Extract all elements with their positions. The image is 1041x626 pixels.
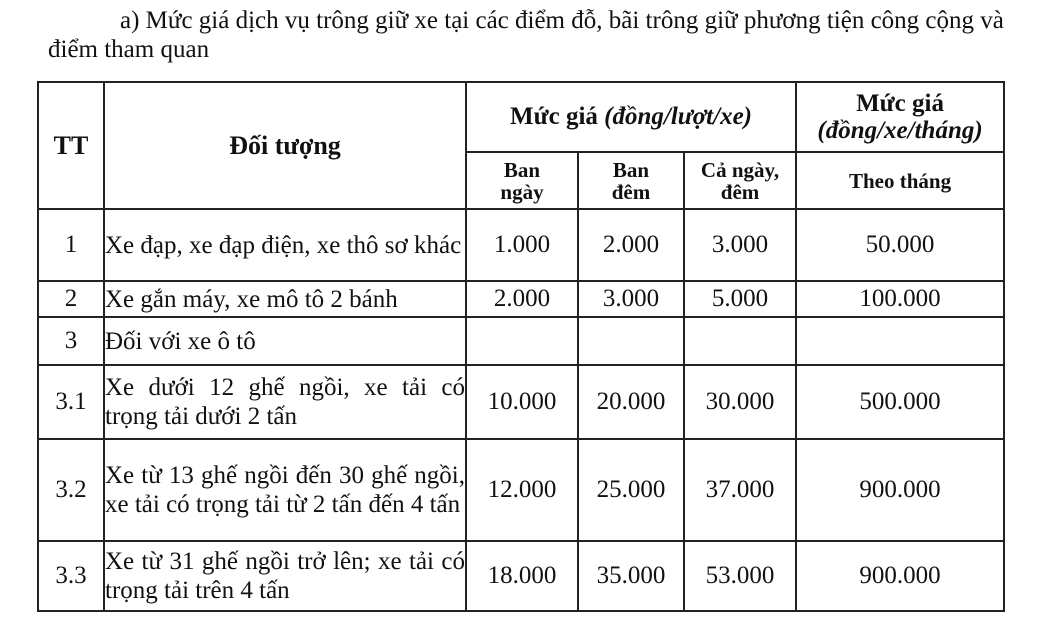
- header-ban-dem-line-1: Ban: [612, 157, 650, 182]
- cell-ban-ngay: [466, 317, 578, 365]
- cell-ban-ngay: 12.000: [466, 439, 578, 541]
- header-ban-ngay-line-2: ngày: [500, 179, 544, 204]
- cell-doi-tuong: Xe đạp, xe đạp điện, xe thô sơ khác: [104, 209, 466, 281]
- header-muc-gia-thang: [796, 82, 1004, 152]
- cell-ban-dem: [578, 317, 684, 365]
- cell-theo-thang: 500.000: [796, 365, 1004, 439]
- cell-ban-dem: 3.000: [578, 281, 684, 317]
- cell-doi-tuong: Đối với xe ô tô: [104, 317, 466, 365]
- cell-tt: 3: [38, 317, 104, 365]
- header-muc-gia-luot-unit: (đồng/lượt/xe): [604, 103, 752, 130]
- cell-theo-thang: 900.000: [796, 541, 1004, 611]
- cell-tt: 3.1: [38, 365, 104, 439]
- cell-ca-ngay-dem: 5.000: [684, 281, 796, 317]
- cell-doi-tuong: Xe từ 31 ghế ngồi trở lên; xe tải có trọng tải trên 4 tấn: [104, 541, 466, 611]
- cell-ban-dem: 2.000: [578, 209, 684, 281]
- header-muc-gia-thang-unit: (đồng/xe/tháng): [817, 117, 983, 144]
- cell-ca-ngay-dem: [684, 317, 796, 365]
- table-row: [38, 209, 1004, 281]
- header-ban-ngay: [466, 152, 578, 209]
- cell-ban-dem: 35.000: [578, 541, 684, 611]
- cell-tt: 3.2: [38, 439, 104, 541]
- price-table: [37, 81, 1005, 612]
- cell-theo-thang: 100.000: [796, 281, 1004, 317]
- cell-ban-ngay: 10.000: [466, 365, 578, 439]
- cell-ban-dem: 20.000: [578, 365, 684, 439]
- header-muc-gia-luot: [466, 82, 796, 152]
- table-row: [38, 317, 1004, 365]
- header-ca-ngay-line-2: đêm: [720, 179, 760, 204]
- cell-theo-thang: [796, 317, 1004, 365]
- cell-ban-ngay: 2.000: [466, 281, 578, 317]
- cell-theo-thang: 50.000: [796, 209, 1004, 281]
- cell-tt: 1: [38, 209, 104, 281]
- header-tt: TT: [38, 82, 104, 209]
- header-muc-gia-thang-label: Mức giá: [856, 90, 944, 117]
- header-ban-dem-line-2: đêm: [611, 179, 651, 204]
- cell-ban-ngay: 1.000: [466, 209, 578, 281]
- table-row: [38, 281, 1004, 317]
- table-row: [38, 439, 1004, 541]
- header-doi-tuong: Đối tượng: [104, 82, 466, 209]
- cell-doi-tuong: Xe dưới 12 ghế ngồi, xe tải có trọng tải dưới 2 tấn: [104, 365, 466, 439]
- table-row: [38, 541, 1004, 611]
- cell-tt: 2: [38, 281, 104, 317]
- header-ban-ngay-line-1: Ban: [503, 157, 541, 182]
- cell-ban-dem: 25.000: [578, 439, 684, 541]
- header-ca-ngay-dem: [684, 152, 796, 209]
- header-theo-thang: Theo tháng: [796, 152, 1004, 209]
- cell-doi-tuong: Xe gắn máy, xe mô tô 2 bánh: [104, 281, 466, 317]
- cell-ca-ngay-dem: 3.000: [684, 209, 796, 281]
- cell-tt: 3.3: [38, 541, 104, 611]
- header-muc-gia-luot-label: Mức giá: [510, 103, 598, 130]
- intro-paragraph: a) Mức giá dịch vụ trông giữ xe tại các điểm đỗ, bãi trông giữ phương tiện công cộng và điểm tham quan: [48, 7, 1004, 63]
- cell-ca-ngay-dem: 37.000: [684, 439, 796, 541]
- cell-ban-ngay: 18.000: [466, 541, 578, 611]
- header-ca-ngay-line-1: Cả ngày,: [700, 157, 780, 182]
- cell-doi-tuong: Xe từ 13 ghế ngồi đến 30 ghế ngồi, xe tải có trọng tải từ 2 tấn đến 4 tấn: [104, 439, 466, 541]
- cell-ca-ngay-dem: 30.000: [684, 365, 796, 439]
- cell-ca-ngay-dem: 53.000: [684, 541, 796, 611]
- table-row: [38, 365, 1004, 439]
- header-ban-dem: [578, 152, 684, 209]
- header-row-1: [38, 82, 1004, 152]
- cell-theo-thang: 900.000: [796, 439, 1004, 541]
